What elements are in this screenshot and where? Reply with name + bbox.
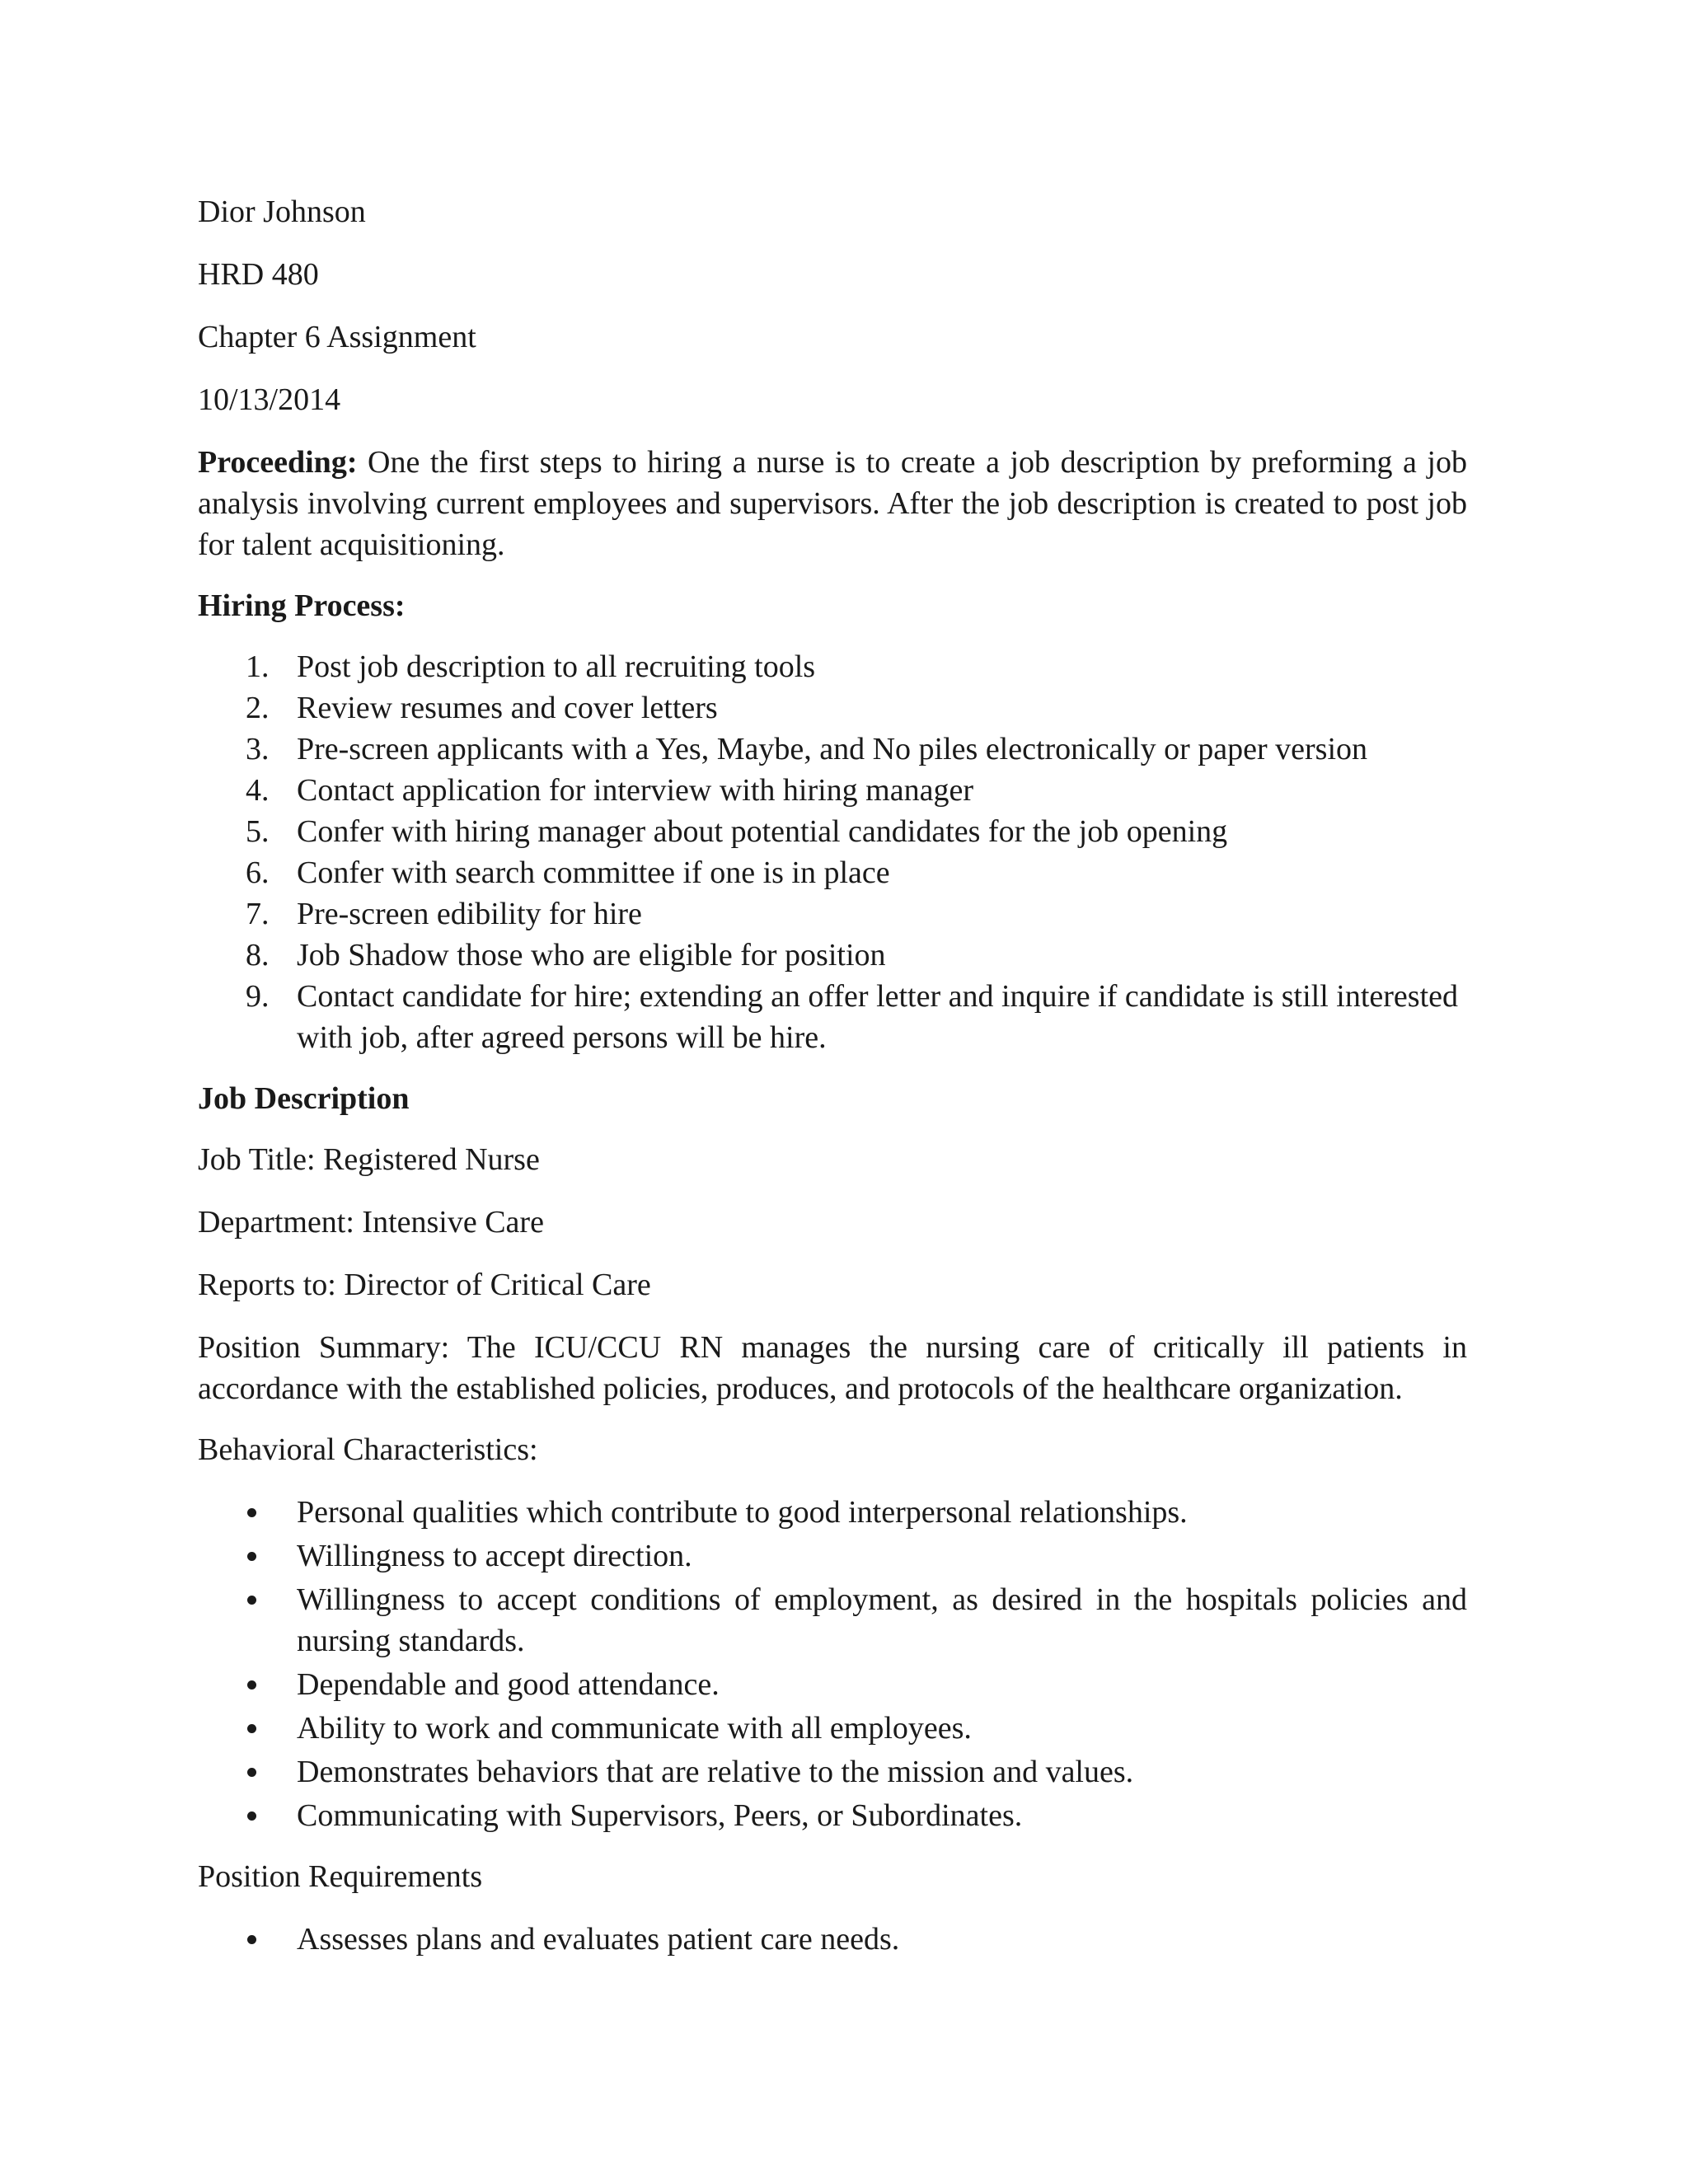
behavioral-heading: Behavioral Characteristics: [198,1432,538,1467]
list-item [198,1919,1467,1960]
job-description-heading: Job Description [198,1081,410,1116]
hiring-process-heading: Hiring Process: [198,588,406,623]
list-number: 1. [246,649,270,684]
reports-to: Reports to: Director of Critical Care [198,1268,651,1302]
requirements-list [198,1919,1467,1960]
list-item [198,1751,1467,1793]
list-item [198,976,1467,1058]
bullet-icon [247,1680,256,1690]
list-item-text: Assesses plans and evaluates patient care needs. [297,1922,900,1957]
proceeding-label: Proceeding: [198,445,358,480]
list-item [198,770,1467,811]
list-item [198,893,1467,935]
list-item-text: Demonstrates behaviors that are relative to the mission and values. [297,1755,1134,1789]
list-item-text: Pre-screen applicants with a Yes, Maybe, and No piles electronically or paper version [297,732,1367,766]
list-item-text: Contact candidate for hire; extending an offer letter and inquire if candidate is still interested with job, after agreed persons will be hire. [297,979,1459,1055]
list-item-text: Confer with search committee if one is in place [297,855,890,890]
list-number: 8. [246,938,270,972]
list-item [198,729,1467,770]
bullet-icon [247,1552,256,1561]
list-item [198,687,1467,729]
list-number: 5. [246,814,270,849]
assignment-title: Chapter 6 Assignment [198,320,476,354]
behavioral-list [198,1492,1467,1836]
document-body [198,191,1467,1980]
list-item-text: Dependable and good attendance. [297,1667,720,1702]
bullet-icon [247,1811,256,1821]
bullet-icon [247,1935,256,1944]
author-name: Dior Johnson [198,194,366,229]
hiring-steps-list [198,646,1467,1058]
bullet-icon [247,1596,256,1605]
list-item-text: Review resumes and cover letters [297,691,718,725]
list-item [198,852,1467,893]
list-item-text: Willingness to accept direction. [297,1539,692,1573]
list-item [198,1664,1467,1705]
list-item-text: Contact application for interview with hiring manager [297,773,973,808]
assignment-date: 10/13/2014 [198,382,341,417]
requirements-heading: Position Requirements [198,1859,483,1894]
list-item [198,1535,1467,1577]
list-item [198,811,1467,852]
bullet-icon [247,1508,256,1517]
list-item-text: Willingness to accept conditions of employment, as desired in the hospitals policies and nursing standards. [297,1582,1467,1658]
list-item [198,1708,1467,1749]
list-item-text: Personal qualities which contribute to good interpersonal relationships. [297,1495,1188,1530]
list-item-text: Job Shadow those who are eligible for position [297,938,886,972]
list-number: 2. [246,691,270,725]
list-number: 6. [246,855,270,890]
list-number: 7. [246,897,270,931]
job-title: Job Title: Registered Nurse [198,1142,540,1177]
list-item-text: Communicating with Supervisors, Peers, or Subordinates. [297,1798,1023,1833]
list-number: 4. [246,773,270,808]
bullet-icon [247,1724,256,1733]
list-item [198,1795,1467,1836]
list-item [198,1492,1467,1533]
position-summary: Position Summary: The ICU/CCU RN manages the nursing care of critically ill patients in accordance with the established policies, produces, and protocols of the healthcare organization. [198,1330,1467,1406]
list-item [198,1579,1467,1661]
list-item [198,646,1467,687]
list-number: 9. [246,979,270,1014]
proceeding-paragraph [198,442,1467,565]
department: Department: Intensive Care [198,1205,544,1240]
list-item-text: Post job description to all recruiting tools [297,649,816,684]
course-code: HRD 480 [198,257,319,292]
proceeding-text: One the first steps to hiring a nurse is to create a job description by preforming a job analysis involving current employees and supervisors. After the job description is created to post job for talent acquisitioning. [198,445,1467,562]
list-item [198,935,1467,976]
bullet-icon [247,1768,256,1777]
list-item-text: Pre-screen edibility for hire [297,897,642,931]
list-item-text: Ability to work and communicate with all employees. [297,1711,972,1746]
list-item-text: Confer with hiring manager about potential candidates for the job opening [297,814,1228,849]
list-number: 3. [246,732,270,766]
